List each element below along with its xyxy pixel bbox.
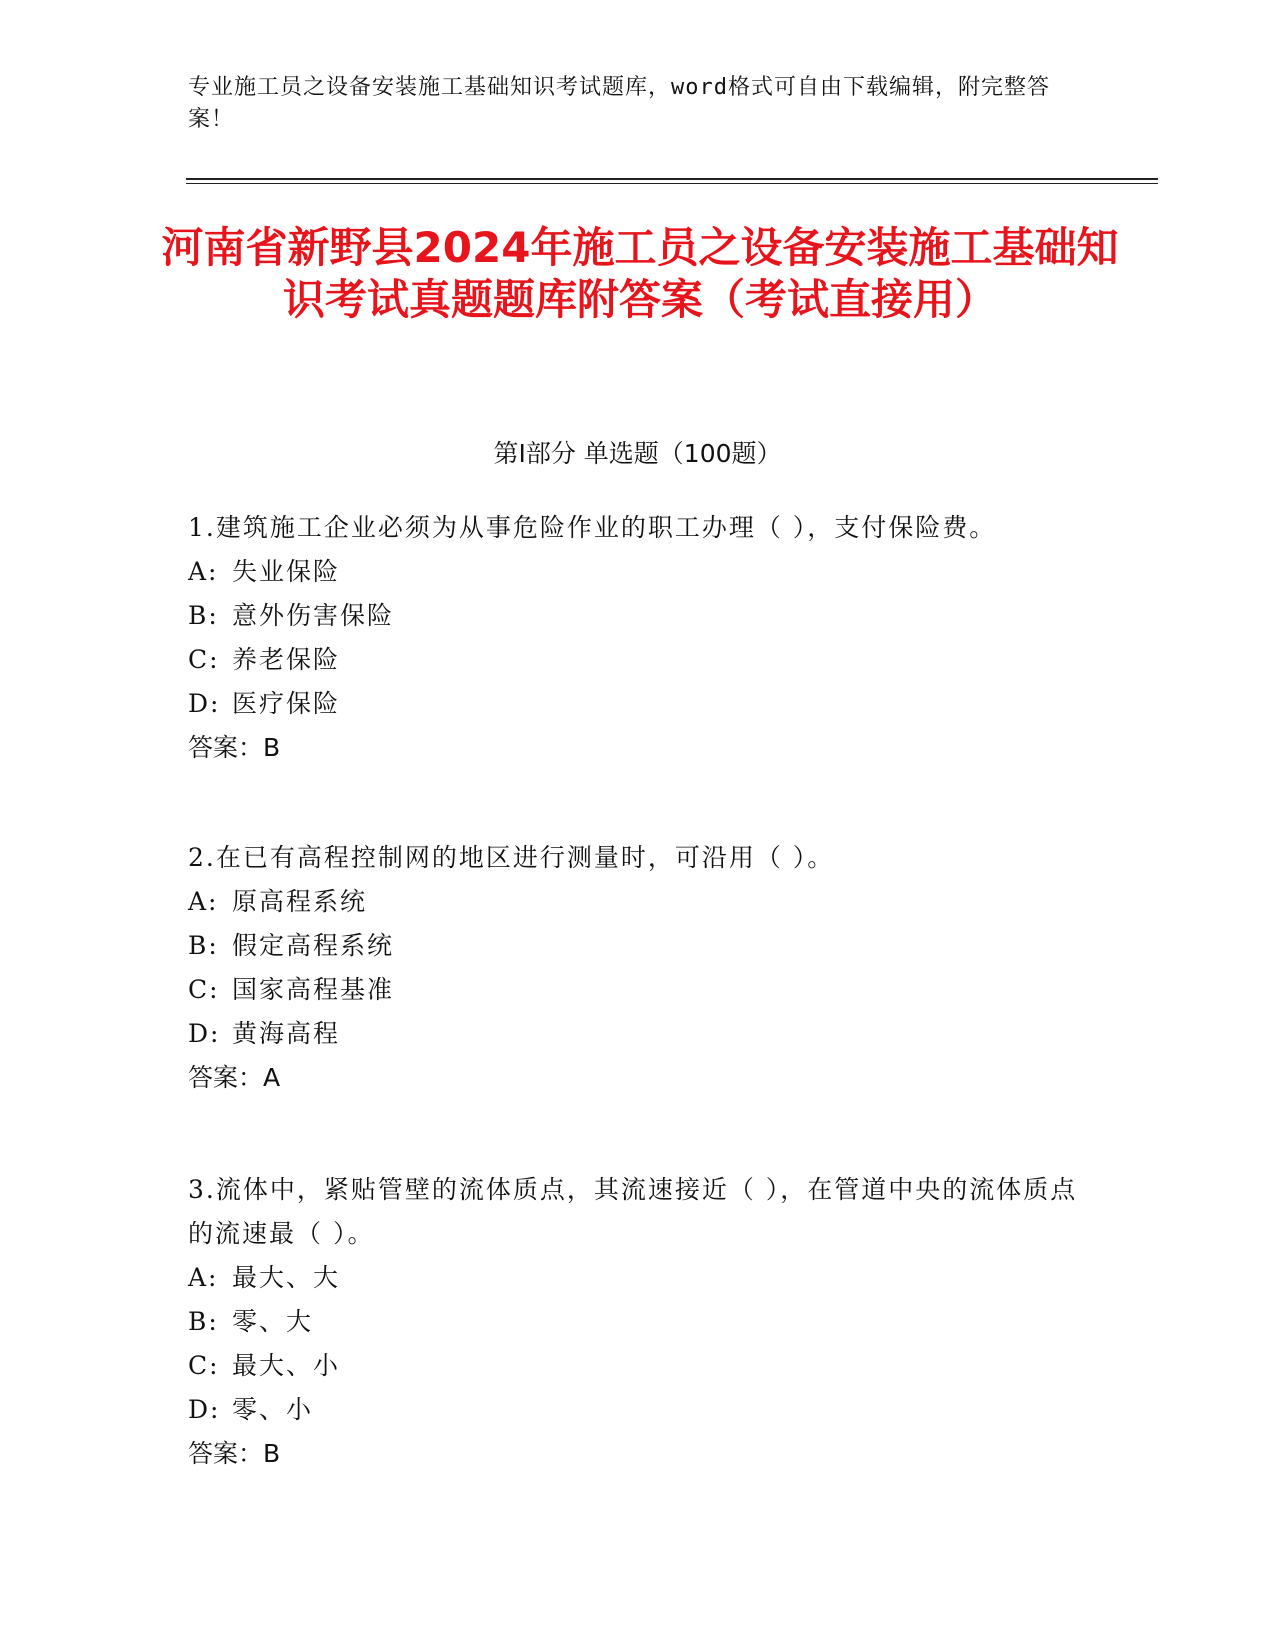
option-letter: C: [188,645,220,674]
answer-line: 答案：A [188,1063,281,1092]
option-a [188,550,1088,594]
option-letter: A: [188,557,219,586]
option-text: 国家高程基准 [232,975,395,1004]
header-note: 专业施工员之设备安装施工基础知识考试题库，word格式可自由下载编辑，附完整答案！ [188,75,1050,132]
option-text: 零、小 [232,1395,314,1424]
header-divider-thick [186,178,1158,180]
option-text: 医疗保险 [232,689,341,718]
option-a [188,1256,1088,1300]
document-title: 河南省新野县2024年施工员之设备安装施工基础知识考试真题题库附答案（考试直接用） [161,223,1119,324]
question-stem: 2.在已有高程控制网的地区进行测量时，可沿用（ ）。 [188,843,835,872]
option-b [188,594,1088,638]
option-letter: D: [188,1019,221,1048]
option-text: 假定高程系统 [232,931,395,960]
option-d [188,682,1088,726]
option-letter: A: [188,887,219,916]
option-letter: D: [188,689,221,718]
option-letter: B: [188,601,219,630]
option-letter: C: [188,1351,220,1380]
option-text: 原高程系统 [232,887,368,916]
option-letter: A: [188,1263,219,1292]
option-c [188,638,1088,682]
option-text: 意外伤害保险 [232,601,395,630]
option-text: 黄海高程 [232,1019,341,1048]
answer-line: 答案：B [188,733,281,762]
option-d [188,1012,1088,1056]
option-d [188,1388,1088,1432]
option-a [188,880,1088,924]
answer-line: 答案：B [188,1439,281,1468]
option-letter: B: [188,931,219,960]
section-heading: 第I部分 单选题（100题） [493,439,782,468]
header-divider-thin [186,183,1158,184]
option-text: 最大、小 [232,1351,341,1380]
option-letter: D: [188,1395,221,1424]
question-2 [188,836,1088,1100]
option-letter: B: [188,1307,219,1336]
question-stem: 3.流体中，紧贴管壁的流体质点，其流速接近（ ），在管道中央的流体质点的流速最（ ）。 [188,1175,1078,1248]
option-text: 零、大 [232,1307,314,1336]
question-1 [188,506,1088,770]
question-stem: 1.建筑施工企业必须为从事危险作业的职工办理（ ），支付保险费。 [188,513,997,542]
option-c [188,1344,1088,1388]
option-text: 养老保险 [232,645,341,674]
option-c [188,968,1088,1012]
option-letter: C: [188,975,220,1004]
option-b [188,1300,1088,1344]
option-text: 最大、大 [232,1263,341,1292]
question-3 [188,1168,1088,1476]
option-text: 失业保险 [232,557,341,586]
option-b [188,924,1088,968]
